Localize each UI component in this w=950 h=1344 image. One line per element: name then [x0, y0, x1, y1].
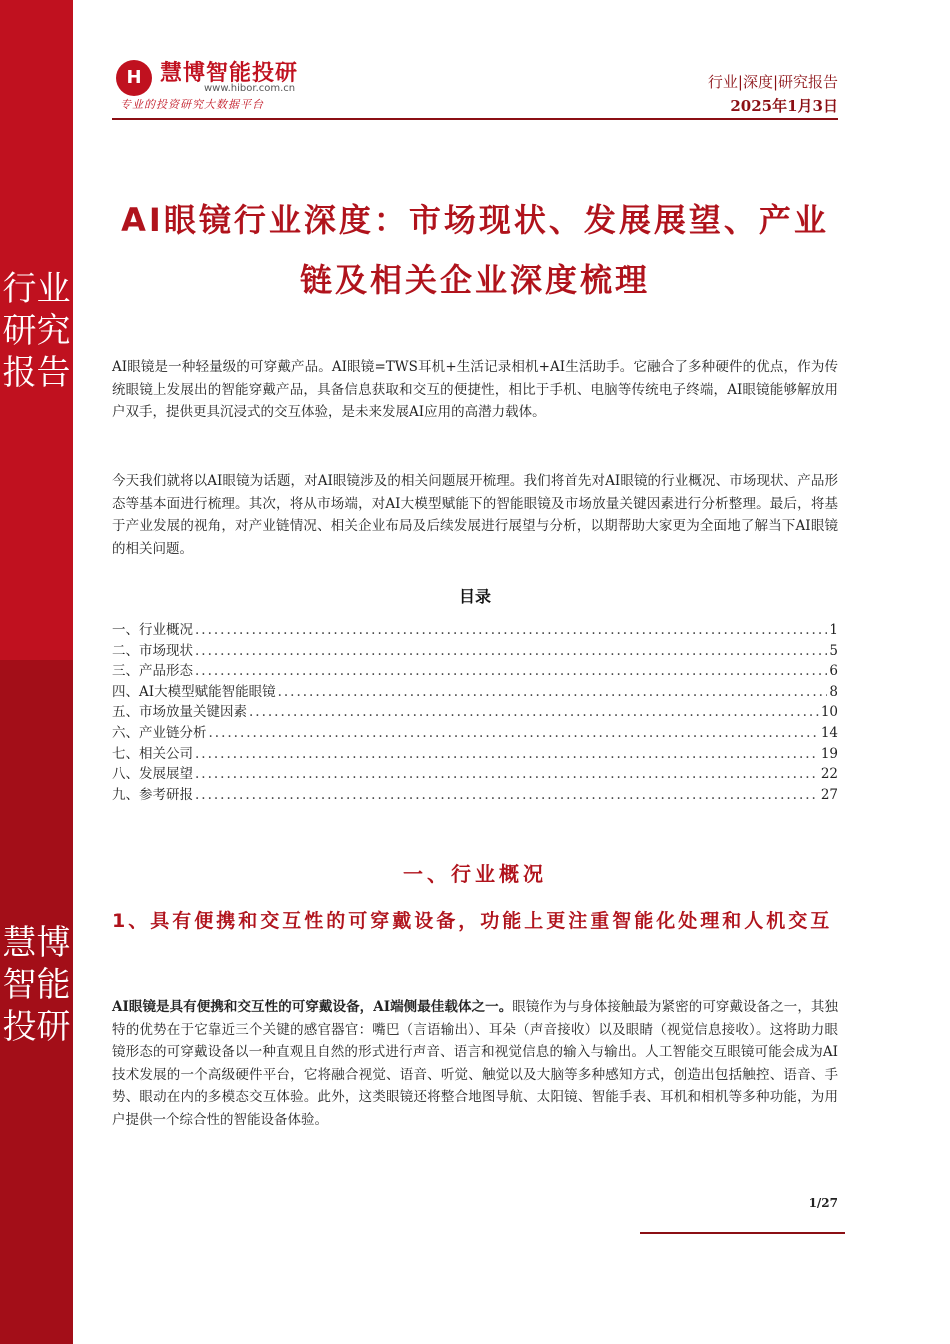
subsection-heading: 1、具有便携和交互性的可穿戴设备，功能上更注重智能化处理和人机交互	[112, 910, 833, 932]
toc-entry[interactable]	[112, 618, 838, 639]
logo-mark-icon: H	[116, 60, 152, 96]
logo-slogan: 专业的投资研究大数据平台	[120, 98, 264, 111]
toc-entry-label: 七、相关公司	[112, 745, 193, 762]
toc-entry-page: 27	[820, 786, 838, 803]
toc-entry-page: 5	[829, 642, 838, 659]
toc-leader	[209, 725, 819, 741]
toc-entry-page: 10	[820, 704, 838, 721]
toc-entry-label: 八、发展展望	[112, 766, 193, 783]
sidebar-label-brand: 慧博智能投研	[2, 923, 71, 1047]
brand-logo[interactable]	[112, 52, 332, 112]
section-lead-sentence: AI眼镜是具有便携和交互性的可穿戴设备，AI端侧最佳载体之一。	[112, 999, 513, 1015]
toc-entry-label: 五、市场放量关键因素	[112, 704, 247, 721]
toc-leader	[195, 746, 819, 762]
toc-leader	[195, 643, 827, 659]
toc-entry-page: 19	[820, 745, 838, 762]
intro-paragraph-1: AI眼镜是一种轻量级的可穿戴产品。AI眼镜=TWS耳机+生活记录相机+AI生活助手。它融合了多种硬件的优点，作为传统眼镜上发展出的智能穿戴产品，具备信息获取和交互的便捷性，相比于手机、电脑等传统电子终端，AI眼镜能够解放用户双手，提供更具沉浸式的交互体验，是未来发展AI应用的高潜力载体。	[112, 359, 838, 420]
toc-leader	[278, 684, 828, 700]
sidebar-top-band	[0, 0, 73, 660]
logo-url: www.hibor.com.cn	[204, 83, 296, 94]
section-heading: 一、行业概况	[403, 862, 547, 886]
toc-entry[interactable]	[112, 783, 838, 804]
toc-leader	[195, 622, 827, 638]
toc-entry-page: 6	[829, 663, 838, 680]
toc-entry-page: 8	[829, 683, 838, 700]
toc-leader	[249, 704, 819, 720]
toc-title: 目录	[458, 587, 491, 606]
toc-entry-label: 六、产业链分析	[112, 724, 207, 741]
toc-entry[interactable]	[112, 742, 838, 763]
toc-entry[interactable]	[112, 680, 838, 701]
page-number: 1/27	[808, 1196, 838, 1210]
toc-entry-label: 二、市场现状	[112, 642, 193, 659]
toc-leader	[195, 766, 819, 782]
report-category: 行业|深度|研究报告	[707, 73, 838, 91]
toc-entry[interactable]	[112, 700, 838, 721]
sidebar-label-report-type: 行业研究报告	[2, 269, 71, 393]
toc-entry-label: 三、产品形态	[112, 663, 193, 680]
footer-divider	[640, 1232, 845, 1234]
sidebar-bottom-band	[0, 660, 73, 1344]
toc-entry[interactable]	[112, 762, 838, 783]
header-divider	[112, 118, 838, 120]
toc-entry-page: 14	[820, 724, 838, 741]
toc-entry-page: 1	[829, 622, 838, 638]
toc-entry-label: 四、AI大模型赋能智能眼镜	[112, 683, 276, 700]
document-title: AI眼镜行业深度：市场现状、发展展望、产业链及相关企业深度梳理	[121, 201, 829, 299]
toc-entry[interactable]	[112, 659, 838, 680]
toc-leader	[195, 663, 827, 679]
section-body-text: 眼镜作为与身体接触最为紧密的可穿戴设备之一，其独特的优势在于它靠近三个关键的感官器官：嘴巴（言语输出）、耳朵（声音接收）以及眼睛（视觉信息接收）。这将助力眼镜形态的可穿戴设备以一种直观且自然的形式进行声音、语言和视觉信息的输入与输出。人工智能交互眼镜可能会成为AI技术发展的一个高级硬件平台，它将融合视觉、语音、听觉、触觉以及大脑等多种感知方式，创造出包括触控、语音、手势、眼动在内的多模态交互体验。此外，这类眼镜还将整合地图导航、太阳镜、智能手表、耳机和相机等多种功能，为用户提供一个综合性的智能设备体验。	[112, 999, 838, 1128]
toc-entry-page: 22	[820, 766, 838, 783]
toc-leader	[195, 787, 819, 803]
logo-name: 慧博智能投研	[160, 61, 299, 86]
report-date: 2025年1月3日	[730, 97, 838, 115]
toc-entry-label: 九、参考研报	[112, 786, 193, 803]
intro-paragraph-2: 今天我们就将以AI眼镜为话题，对AI眼镜涉及的相关问题展开梳理。我们将首先对AI眼镜的行业概况、市场现状、产品形态等基本面进行梳理。其次，将从市场端，对AI大模型赋能下的智能眼镜及市场放量关键因素进行分析整理。最后，将基于产业发展的视角，对产业链情况、相关企业布局及后续发展进行展望与分析，以期帮助大家更为全面地了解当下AI眼镜的相关问题。	[112, 473, 838, 557]
report-meta	[708, 70, 838, 118]
table-of-contents	[112, 618, 838, 803]
toc-entry[interactable]	[112, 721, 838, 742]
toc-entry[interactable]	[112, 639, 838, 660]
section-paragraph	[112, 996, 838, 1131]
toc-entry-label: 一、行业概况	[112, 622, 193, 638]
